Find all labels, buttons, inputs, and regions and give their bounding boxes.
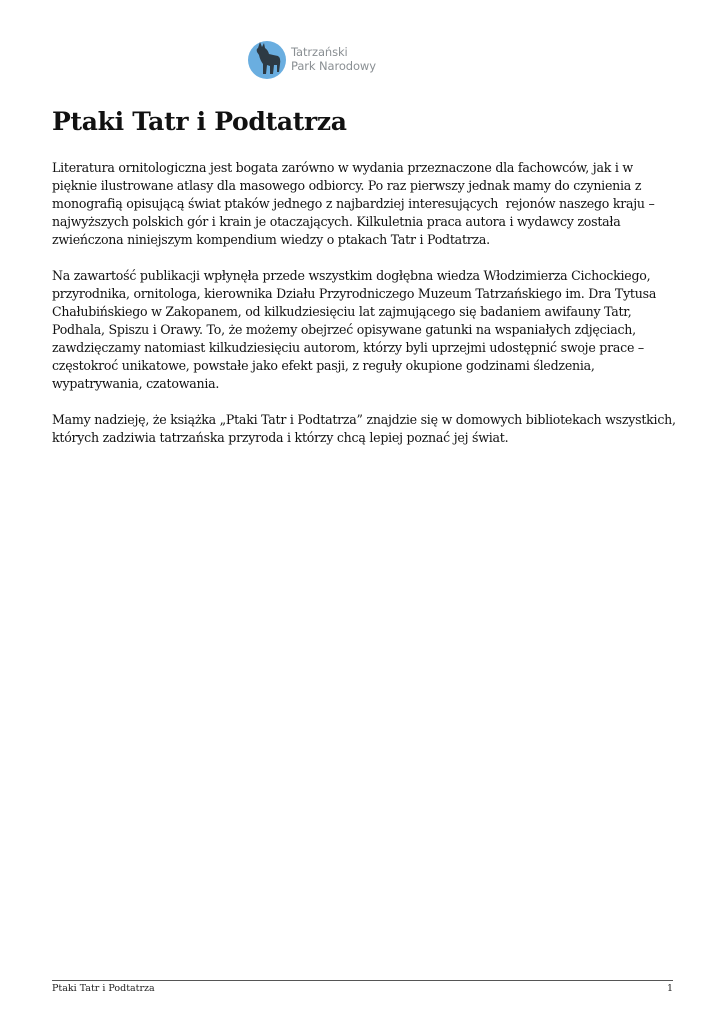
paragraph-line: Mamy nadzieję, że książka „Ptaki Tatr i Podtatrza” znajdzie się w domowych bibliotekach wszystkich, [52,412,676,427]
paragraph-line: najwyższych polskich gór i krain je otaczających. Kilkuletnia praca autora i wydawcy została [52,214,621,229]
park-logo [247,37,376,81]
paragraph-2 [52,267,682,393]
paragraph-line: częstokroć unikatowe, powstałe jako efekt pasji, z reguły okupione godzinami śledzenia, [52,358,595,373]
paragraph-line: zwieńczona niniejszym kompendium wiedzy o ptakach Tatr i Podtatrza. [52,232,490,247]
footer-title: Ptaki Tatr i Podtatrza [52,983,155,994]
paragraph-3 [52,411,682,447]
paragraph-line: monografią opisującą świat ptaków jednego z najbardziej interesujących rejonów naszego kraju – [52,196,655,211]
document-body [52,159,682,465]
paragraph-line: Literatura ornitologiczna jest bogata zarówno w wydania przeznaczone dla fachowców, jak i w [52,160,633,175]
paragraph-line: przyrodnika, ornitologa, kierownika Działu Przyrodniczego Muzeum Tatrzańskiego im. Dra Tytusa [52,286,657,301]
paragraph-line: zawdzięczamy natomiast kilkudziesięciu autorom, którzy byli uprzejmi udostępnić swoje prace – [52,340,644,355]
paragraph-line: Na zawartość publikacji wpłynęła przede wszystkim dogłębna wiedza Włodzimierza Cichockiego, [52,268,651,283]
footer-divider [52,980,673,981]
logo-text [291,45,376,73]
paragraph-line: Chałubińskiego w Zakopanem, od kilkudziesięciu lat zajmującego się badaniem awifauny Tatr, [52,304,632,319]
paragraph-line: pięknie ilustrowane atlasy dla masowego odbiorcy. Po raz pierwszy jednak mamy do czynienia z [52,178,642,193]
page-number: 1 [666,983,673,994]
paragraph-line: wypatrywania, czatowania. [52,376,220,391]
logo-line-1: Tatrzański [291,45,348,59]
document-title: Ptaki Tatr i Podtatrza [52,107,347,136]
paragraph-1 [52,159,682,249]
paragraph-line: Podhala, Spiszu i Orawy. To, że możemy obejrzeć opisywane gatunki na wspaniałych zdjęciach, [52,322,636,337]
chamois-logo-icon [247,38,287,80]
paragraph-line: których zadziwia tatrzańska przyroda i którzy chcą lepiej poznać jej świat. [52,430,509,445]
logo-line-2: Park Narodowy [291,59,376,73]
